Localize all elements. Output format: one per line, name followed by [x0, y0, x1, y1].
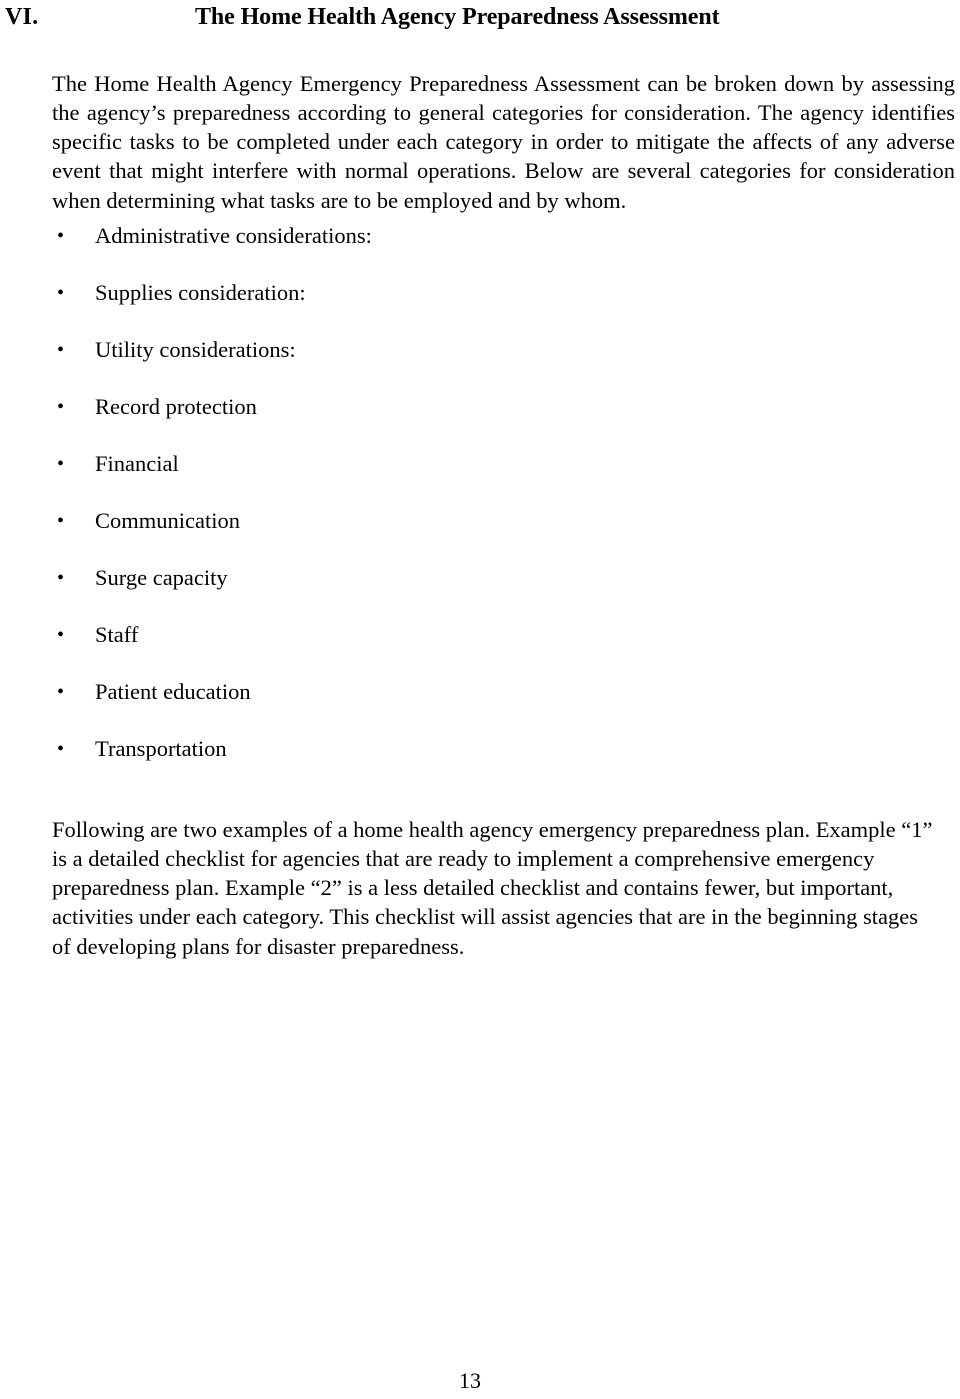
category-label: Utility considerations: — [95, 337, 296, 362]
category-label: Supplies consideration: — [95, 280, 306, 305]
bullet-icon: • — [57, 339, 65, 361]
bullet-icon: • — [57, 567, 65, 589]
bullet-icon: • — [57, 624, 65, 646]
category-label: Record protection — [95, 394, 257, 419]
list-item — [0, 222, 600, 279]
category-label: Administrative considerations: — [95, 223, 372, 248]
bullet-icon: • — [57, 396, 65, 418]
list-item — [0, 507, 600, 564]
category-label: Surge capacity — [95, 565, 228, 590]
closing-paragraph: Following are two examples of a home health agency emergency preparedness plan. Example “1” is a detailed checklist for agencies that are ready to implement a comprehensive emergency preparedness plan. Example “2” is a less detailed checklist and contains fewer, but important, activities under each category. This checklist will assist agencies that are in the beginning stages of developing plans for disaster preparedness. — [52, 816, 933, 959]
page-number: 13 — [459, 1368, 481, 1393]
category-label: Staff — [95, 622, 139, 647]
intro-paragraph: The Home Health Agency Emergency Preparedness Assessment can be broken down by assessing the agency’s preparedness according to general categories for consideration. The agency identifies specific tasks to be completed under each category in order to mitigate the affects of any adverse event that might interfere with normal operations. Below are several categories for consideration when determining what tasks are to be employed and by whom. — [52, 70, 955, 213]
list-item — [0, 678, 600, 735]
bullet-icon: • — [57, 225, 65, 247]
category-label: Financial — [95, 451, 179, 476]
bullet-icon: • — [57, 282, 65, 304]
bullet-icon: • — [57, 510, 65, 532]
category-list — [0, 222, 600, 792]
bullet-icon: • — [57, 681, 65, 703]
list-item — [0, 279, 600, 336]
category-label: Communication — [95, 508, 240, 533]
list-item — [0, 393, 600, 450]
list-item — [0, 336, 600, 393]
category-label: Transportation — [95, 736, 227, 761]
section-heading — [0, 2, 960, 36]
list-item — [0, 621, 600, 678]
page-title: The Home Health Agency Preparedness Assessment — [195, 4, 720, 30]
section-number: VI. — [5, 4, 39, 30]
bullet-icon: • — [57, 738, 65, 760]
category-label: Patient education — [95, 679, 251, 704]
list-item — [0, 450, 600, 507]
list-item — [0, 735, 600, 792]
list-item — [0, 564, 600, 621]
bullet-icon: • — [57, 453, 65, 475]
